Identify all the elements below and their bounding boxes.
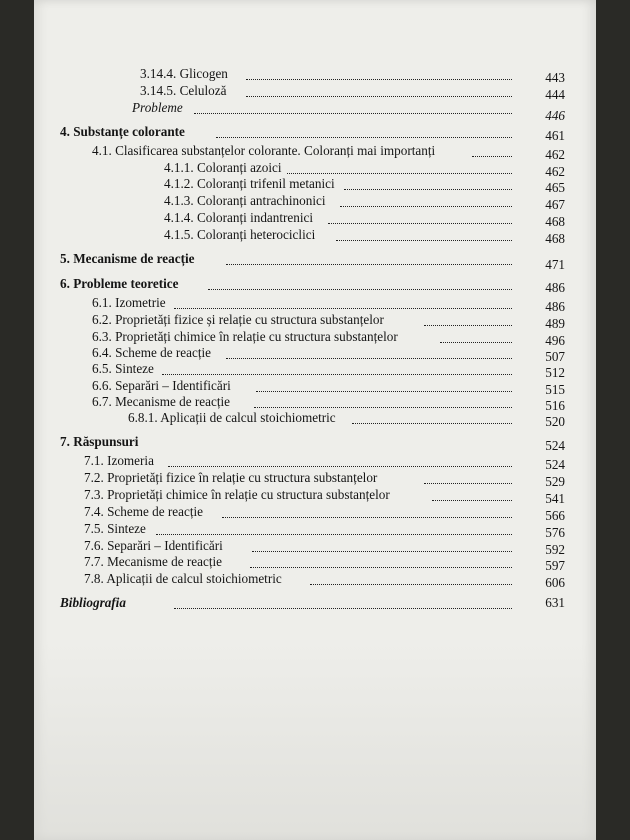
- toc-page-number: 496: [545, 333, 565, 348]
- toc-leader-dots: [328, 213, 512, 224]
- toc-entry-7-8: [34, 571, 596, 590]
- toc-page-number: 471: [545, 257, 565, 272]
- toc-page-number: 444: [545, 87, 565, 102]
- toc-entry-bibliografia: [34, 595, 596, 611]
- toc-page-number: 597: [545, 558, 565, 573]
- toc-leader-dots: [162, 364, 512, 375]
- toc-page-number: 576: [545, 525, 565, 540]
- toc-entry-4-1-1: [34, 160, 596, 179]
- toc-leader-dots: [250, 557, 512, 568]
- toc-entry-6-8-1: [34, 410, 596, 429]
- toc-leader-dots: [174, 298, 512, 309]
- toc-page-number: 486: [545, 280, 565, 295]
- toc-page-number: 507: [545, 349, 565, 364]
- toc-entry-7-1: [34, 453, 596, 472]
- toc-leader-dots: [472, 146, 512, 157]
- toc-entry-4-1-5: [34, 227, 596, 246]
- toc-page-number: 486: [545, 299, 565, 314]
- toc-leader-dots: [252, 541, 512, 552]
- toc-entry-6-7: [34, 394, 596, 413]
- toc-page-number: 443: [545, 70, 565, 85]
- toc-entry-label: 7.1. Izomeria: [84, 453, 154, 468]
- toc-leader-dots: [194, 103, 512, 114]
- toc-entry-4-1-2: [34, 176, 596, 195]
- toc-entry-label: 6.6. Separări – Identificări: [92, 378, 231, 393]
- toc-entry-label: 7.7. Mecanisme de reacție: [84, 554, 223, 569]
- toc-page-number: 467: [545, 197, 565, 212]
- toc-entry-6-3: [34, 329, 596, 348]
- toc-entry-label: 4.1.3. Coloranți antrachinonici: [164, 193, 326, 208]
- toc-entry-label: 6.5. Sinteze: [92, 361, 154, 376]
- toc-entry-label: 4.1.4. Coloranți indantrenici: [164, 210, 314, 225]
- toc-page-number: 541: [545, 491, 565, 506]
- toc-page-number: 512: [545, 365, 565, 380]
- toc-leader-dots: [226, 348, 512, 359]
- toc-entry-label: 6.8.1. Aplicații de calcul stoichiometric: [128, 410, 336, 425]
- toc-entry-chapter-4: [34, 124, 596, 143]
- toc-entry-6-1: [34, 295, 596, 314]
- toc-leader-dots: [156, 524, 512, 535]
- toc-entry-label: 3.14.5. Celuloză: [140, 83, 227, 98]
- toc-entry-label: 4.1.2. Coloranți trifenil metanici: [164, 176, 335, 191]
- toc-page-number: 461: [545, 128, 565, 143]
- toc-entry-label: 6.3. Proprietăți chimice în relație cu structura substanțelor: [92, 329, 398, 344]
- toc-entry-3-14-4: [34, 66, 596, 85]
- toc-entry-chapter-6: [34, 276, 596, 295]
- toc-entry-6-4: [34, 345, 596, 364]
- toc-entry-3-14-5: [34, 83, 596, 102]
- toc-leader-dots: [208, 279, 512, 290]
- toc-entry-label: 7.3. Proprietăți chimice în relație cu structura substanțelor: [84, 487, 390, 502]
- toc-entry-label: 7. Răspunsuri: [60, 434, 139, 449]
- toc-entry-label: Probleme: [132, 100, 183, 115]
- toc-leader-dots: [424, 315, 512, 326]
- toc-page-number: 489: [545, 316, 565, 331]
- toc-leader-dots: [174, 598, 512, 609]
- toc-entry-label: 7.4. Scheme de reacție: [84, 504, 203, 519]
- book-page: [34, 0, 596, 840]
- toc-entry-chapter-7: [34, 434, 596, 453]
- toc-page-number: 566: [545, 508, 565, 523]
- toc-page-number: 592: [545, 542, 565, 557]
- toc-page-number: 515: [545, 382, 565, 397]
- toc-leader-dots: [226, 254, 512, 265]
- toc-leader-dots: [440, 332, 512, 343]
- toc-page-number: 606: [545, 575, 565, 590]
- toc-leader-dots: [256, 381, 512, 392]
- toc-leader-dots: [287, 163, 512, 174]
- toc-page-number: 524: [545, 457, 565, 472]
- toc-entry-4-1: [34, 143, 596, 162]
- toc-leader-dots: [336, 230, 512, 241]
- toc-entry-6-5: [34, 361, 596, 380]
- toc-leader-dots: [344, 179, 512, 190]
- toc-entry-label: 6. Probleme teoretice: [60, 276, 179, 291]
- toc-entry-label: 4.1. Clasificarea substanțelor colorante. Coloranți mai importanți: [92, 143, 436, 158]
- toc-leader-dots: [222, 507, 512, 518]
- toc-page-number: 462: [545, 164, 565, 179]
- toc-page-number: 529: [545, 474, 565, 489]
- toc-page-number: 524: [545, 438, 565, 453]
- toc-entry-7-4: [34, 504, 596, 523]
- toc-leader-dots: [254, 397, 512, 408]
- toc-entry-label: 4.1.5. Coloranți heterociclici: [164, 227, 316, 242]
- toc-leader-dots: [180, 437, 512, 447]
- toc-entry-7-3: [34, 487, 596, 506]
- toc-entry-7-5: [34, 521, 596, 540]
- toc-entry-label: 6.1. Izometrie: [92, 295, 166, 310]
- toc-page-number: 631: [545, 595, 565, 610]
- toc-page-number: 520: [545, 414, 565, 429]
- toc-page-number: 468: [545, 231, 565, 246]
- toc-entry-label: 7.5. Sinteze: [84, 521, 146, 536]
- toc-page-number: 462: [545, 147, 565, 162]
- toc-entry-label: 5. Mecanisme de reacție: [60, 251, 195, 266]
- toc-entry-7-7: [34, 554, 596, 573]
- toc-page-number: 468: [545, 214, 565, 229]
- toc-page-number: 446: [545, 108, 565, 123]
- toc-leader-dots: [352, 413, 512, 424]
- toc-entry-label: 3.14.4. Glicogen: [140, 66, 228, 81]
- toc-page-number: 516: [545, 398, 565, 413]
- toc-leader-dots: [216, 127, 512, 138]
- toc-leader-dots: [168, 456, 512, 467]
- toc-entry-label: 7.8. Aplicații de calcul stoichiometric: [84, 571, 282, 586]
- toc-entry-label: 6.7. Mecanisme de reacție: [92, 394, 231, 409]
- toc-entry-label: 7.6. Separări – Identificări: [84, 538, 223, 553]
- toc-entry-label: 7.2. Proprietăți fizice în relație cu structura substanțelor: [84, 470, 378, 485]
- toc-leader-dots: [310, 574, 512, 585]
- toc-entry-label: 6.2. Proprietăți fizice și relație cu structura substanțelor: [92, 312, 384, 327]
- toc-entry-4-1-4: [34, 210, 596, 229]
- toc-leader-dots: [246, 86, 512, 97]
- toc-leader-dots: [432, 490, 512, 501]
- toc-entry-6-6: [34, 378, 596, 397]
- toc-entry-chapter-5: [34, 251, 596, 272]
- toc-entry-7-2: [34, 470, 596, 489]
- toc-entry-6-2: [34, 312, 596, 331]
- toc-entry-7-6: [34, 538, 596, 557]
- toc-entry-label: 4.1.1. Coloranți azoici: [164, 160, 282, 175]
- toc-entry-label: 6.4. Scheme de reacție: [92, 345, 211, 360]
- toc-entry-label: Bibliografia: [60, 595, 126, 610]
- toc-leader-dots: [340, 196, 512, 207]
- toc-entry-4-1-3: [34, 193, 596, 212]
- toc-leader-dots: [424, 473, 512, 484]
- toc-entry-label: 4. Substanțe colorante: [60, 124, 185, 139]
- toc-leader-dots: [246, 69, 512, 80]
- toc-entry-probleme: [34, 100, 596, 123]
- toc-page-number: 465: [545, 180, 565, 195]
